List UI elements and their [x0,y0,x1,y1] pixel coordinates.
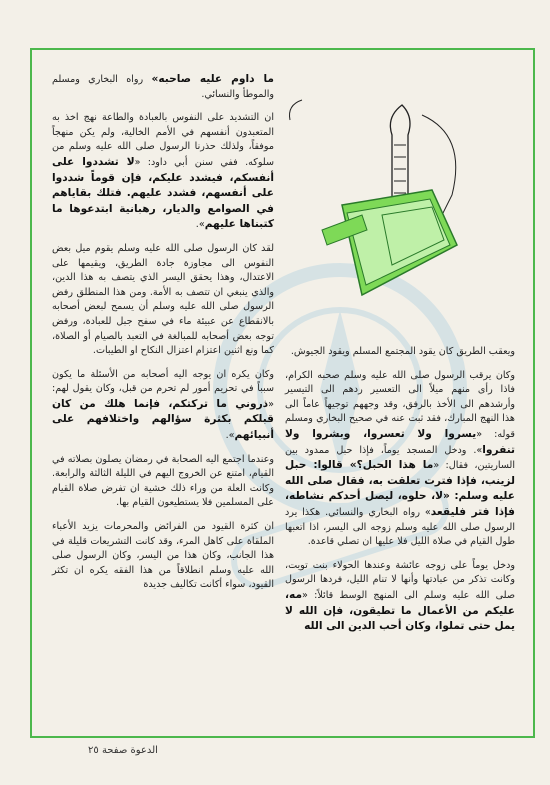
paragraph [52,111,274,233]
page-number: ٢٥ [88,745,99,756]
magazine-name: الدعوة [130,745,158,756]
paragraph-text: لقد كان الرسول صلى الله عليه وسلم يقوم ميل بعض النفوس الى مجاوزة جادة الطريق، ويقيمها على الاعتدال، وهذا يحقق اليسر الذي يتصف به هذا الدين، والذي ينبغي ان تتصف به الأمة. ومن هذا المنطلق رفض الرسول صلى الله عليه وسلم أن يسمح لبعض أصحابه بالانقطاع عن عبيئة ماء في سفح جبل للعبادة، ورفض توجه بعض أصحابه للمبالغة في التعبد بالصيام أو الصلاة، كما ونع اثنين اعتزام اعتزال النكاح او الطيبات. [52,242,274,357]
paragraph-text: وكان يكره ان يوجه اليه أصحابه من الأسئلة ما يكون سبباً في تحريم أمور لم تحرم من قبل، وكان يقول لهم: « [52,368,274,410]
paragraph-text: ». [195,219,205,231]
paragraph-text: » رواه البخاري والنسائي. هكذا يرد الرسول صلى الله عليه وسلم زوجه الى اليسر، اذا اتعبها طول القيام في صلاة الليل فلا عليها ان تصلي قاعدة. [285,506,515,548]
paragraph [52,453,274,511]
text-column-left [52,72,274,602]
paragraph-text: ويعقب الطريق كان يقود المجتمع المسلم ويقود الجيوش. [290,346,515,357]
paragraph [52,520,274,593]
text-column-right [285,345,515,644]
paragraph [52,72,274,102]
hadith-quote: ذروني ما تركتكم، فإنما هلك من كان قبلكم بكثرة سؤالهم واختلافهم على أنبيائهم [52,397,274,442]
hadith-quote: لا تشددوا على أنفسكم، فيشدد عليكم، فإن قوماً شددوا على أنفسهم، فشدد عليهم. فتلك بقاياهم في الصوامع والديار، رهبانية ابتدعوها ما كتبناها عليهم [52,155,274,231]
hadith-quote: ما داوم عليه صاحبه» [151,73,274,85]
mosque-minaret-icon [282,95,477,305]
paragraph-text: ». ودخل المسجد يوماً، فإذا حبل ممدود بين الساريتين، فقال: « [285,444,515,472]
paragraph-text: وكان يرقب الرسول صلى الله عليه وسلم صحبه الكرام، فاذا رأى منهم ميلاً الى التعسير ردهم الى التيسير وأرشدهم الى الأخذ بالرفق، وقد وجههم توجيهاً عاماً الى هذا النهج المبارك، فقد ثبت عنه في صحيح البخاري ومسلم قوله: « [285,369,515,440]
paragraph [285,369,515,550]
paragraph-text: رواه البخاري ومسلم والموطأ والنسائي. [52,74,274,100]
paragraph-text: وعندما اجتمع اليه الصحابة في رمضان يصلون بصلاته في القيام، امتنع عن الخروج اليهم في الليلة الثالثة والرابعة. وكانت العلة من وراء ذلك خشية ان تفرض صلاة القيام على المسلمين فلا يستطيعون القيام بها. [52,453,274,509]
page-label: صفحة [101,745,128,756]
paragraph-text: ان كثرة القيود من الفرائض والمحرمات يزيد الأعباء الملقاة على كاهل المرء، وقد كانت التشريعات قليلة في هذا الجانب، وكان هذا من اليسر، وكان الرسول صلى الله عليه وسلم انطلاقاً من هذا الفقه يكره ان تكثر القيود، سواء أكانت تكاليف جديدة [52,521,274,591]
hadith-quote: يسروا ولا تعسروا، وبشروا ولا تنفروا [285,427,515,456]
paragraph-text: ودخل يوماً على زوجه عائشة وعندها الحولاء بنت تويت، وكانت تذكر من عبادتها وأنها لا تنام الليل، فردها الرسول صلى الله عليه وسلم الى المنهج الوسط قائلاً: « [285,559,515,601]
open-book-icon [322,190,457,295]
paragraph-text: ». [225,430,235,442]
hadith-quote: ما هذا الحبل؟» قالوا: حبل لزينب، فإذا فترت تعلقت به، فقال صلى الله عليه وسلم: «لا، حلوه، ليصل أحدكم نشاطه، فإذا فتر فليقعد [285,459,515,518]
paragraph [52,242,274,359]
page-footer [88,745,158,756]
paragraph [285,345,515,360]
hadith-quote: مه، عليكم من الأعمال ما تطيقون، فإن الله لا يمل حتى تملوا، وكان أحب الدين الى الله [285,588,515,633]
paragraph [285,559,515,635]
paragraph-text: ان التشديد على النفوس بالعبادة والطاعة نهج اخذ به المتعبدون أنفسهم في الأمم الخالية، ولم يكن منهجاً موفقاً، ولذلك حذرنا الرسول صلى الله عليه وسلم من سلوكه. ففي سنن أبي داود: « [52,112,274,168]
paragraph [52,368,274,444]
